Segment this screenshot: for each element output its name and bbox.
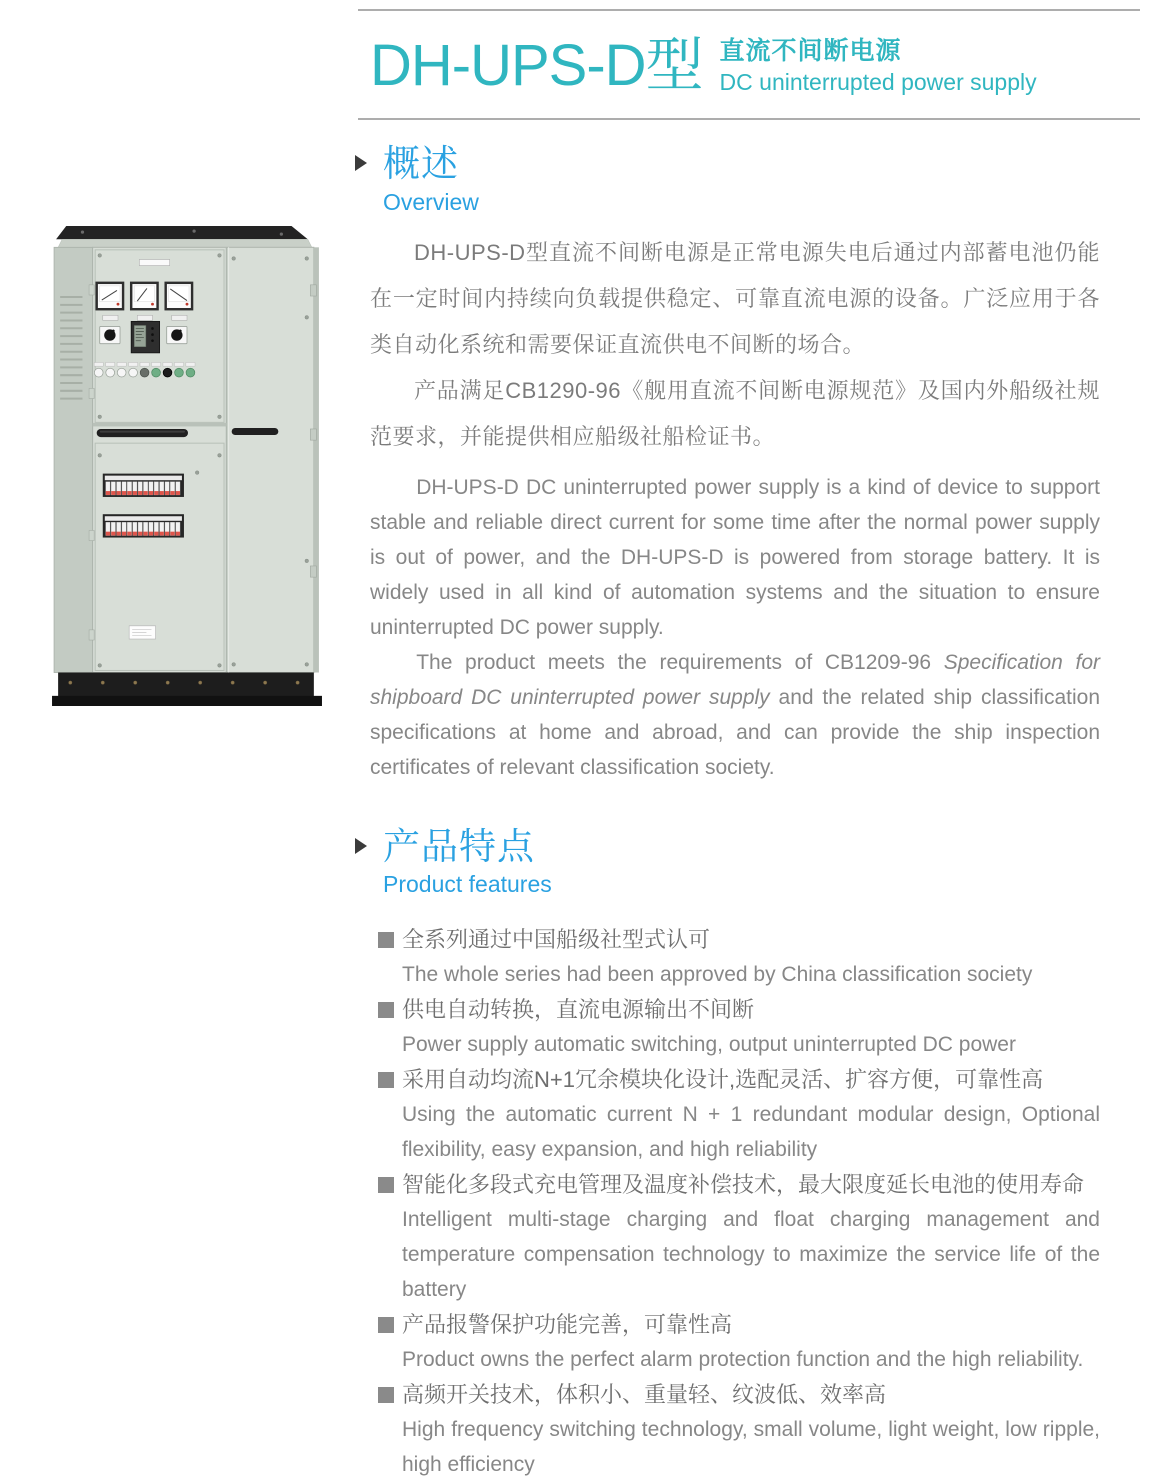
door-handle xyxy=(97,429,188,437)
analog-meter xyxy=(97,283,123,309)
power-cabinet-illustration xyxy=(40,226,334,706)
feature-item xyxy=(378,922,1100,992)
feature-text-cn: 采用自动均流N+1冗余模块化设计,选配灵活、扩容方便，可靠性高 xyxy=(402,1067,1044,1093)
feature-item xyxy=(378,1307,1100,1377)
feature-item xyxy=(378,1377,1100,1482)
feature-text-en: Intelligent multi-stage charging and float charging management and temperature compensation technology to maximize the service life of the battery xyxy=(402,1208,1100,1302)
feature-text-cn: 全系列通过中国船级社型式认可 xyxy=(402,927,711,953)
product-photo xyxy=(40,226,334,706)
section-marker-icon xyxy=(355,155,367,171)
rotary-switch xyxy=(100,326,120,343)
feature-text-en: Using the automatic current N + 1 redundant modular design, Optional flexibility, easy expansion, and high reliability xyxy=(402,1103,1100,1162)
product-subtitle-en: DC uninterrupted power supply xyxy=(719,68,1037,95)
feature-text-cn: 供电自动转换，直流电源输出不间断 xyxy=(402,997,755,1023)
product-subtitle-cn: 直流不间断电源 xyxy=(719,37,902,66)
header-rule-bottom xyxy=(358,118,1140,120)
rotary-switch xyxy=(167,326,187,343)
square-bullet-icon xyxy=(378,1002,394,1018)
overview-heading-cn: 概述 xyxy=(383,142,459,184)
page-header xyxy=(370,9,1100,120)
circuit-breaker-row xyxy=(103,474,184,497)
feature-text-en: High frequency switching technology, small volume, light weight, low ripple, high efficiency xyxy=(402,1418,1100,1477)
features-section xyxy=(370,827,1100,1482)
feature-item xyxy=(378,1062,1100,1167)
feature-text-cn: 高频开关技术，体积小、重量轻、纹波低、效率高 xyxy=(402,1382,887,1408)
feature-text-cn: 智能化多段式充电管理及温度补偿技术，最大限度延长电池的使用寿命 xyxy=(402,1172,1085,1198)
overview-paragraph-cn-2: 产品满足CB1290-96《舰用直流不间断电源规范》及国内外船级社规范要求，并能提供相应船级社船检证书。 xyxy=(370,377,1100,449)
square-bullet-icon xyxy=(378,932,394,948)
feature-item xyxy=(378,992,1100,1062)
circuit-breaker-row xyxy=(103,514,184,537)
cabinet-front xyxy=(93,247,314,672)
overview-heading xyxy=(370,144,1100,216)
feature-text-en: The whole series had been approved by China classification society xyxy=(402,963,1033,987)
product-model-title: DH-UPS-D型 xyxy=(370,33,703,98)
features-heading-cn: 产品特点 xyxy=(383,825,535,867)
paragraph-text: and the related ship classification specifications at home and abroad, and can provide the ship inspection certificates of relevant classification society. xyxy=(370,685,1100,779)
overview-paragraph-en-1: DH-UPS-D DC uninterrupted power supply is a kind of device to support stable and reliable direct current for some time after the normal power supply is out of power, and the DH-UPS-D is powered from storage battery. It is widely used in all kind of automation systems and the situation to ensure uninterrupted DC power supply. xyxy=(370,475,1100,639)
analog-meter xyxy=(166,283,192,309)
nameplate xyxy=(129,626,155,639)
header-rule-top xyxy=(358,9,1140,11)
features-heading-en: Product features xyxy=(383,871,552,898)
feature-list xyxy=(370,922,1100,1482)
square-bullet-icon xyxy=(378,1387,394,1403)
section-marker-icon xyxy=(355,838,367,854)
cabinet-top-plate xyxy=(56,226,308,239)
feature-text-en: Power supply automatic switching, output uninterrupted DC power xyxy=(402,1033,1016,1057)
digital-controller xyxy=(131,321,159,352)
indicator-lamps xyxy=(94,362,195,377)
features-heading xyxy=(370,827,1100,899)
overview-section xyxy=(370,144,1100,785)
square-bullet-icon xyxy=(378,1072,394,1088)
cabinet-base xyxy=(58,673,314,699)
feature-item xyxy=(378,1167,1100,1307)
feature-text-cn: 产品报警保护功能完善，可靠性高 xyxy=(402,1312,733,1338)
overview-paragraph-en-2 xyxy=(370,645,1100,785)
overview-heading-en: Overview xyxy=(383,188,479,215)
feature-text-en: Product owns the perfect alarm protection function and the high reliability. xyxy=(402,1348,1084,1372)
standard-title-italic: Specification for shipboard DC uninterrupted power supply xyxy=(370,650,1100,709)
paragraph-text: The product meets the requirements of CB1209-96 xyxy=(416,650,944,674)
analog-meter xyxy=(131,283,157,309)
door-handle xyxy=(232,428,279,435)
overview-paragraph-cn-1: DH-UPS-D型直流不间断电源是正常电源失电后通过内部蓄电池仍能在一定时间内持续向负载提供稳定、可靠直流电源的设备。广泛应用于各类自动化系统和需要保证直流供电不间断的场合。 xyxy=(370,239,1100,357)
square-bullet-icon xyxy=(378,1317,394,1333)
cabinet-left-side xyxy=(54,247,93,672)
square-bullet-icon xyxy=(378,1177,394,1193)
